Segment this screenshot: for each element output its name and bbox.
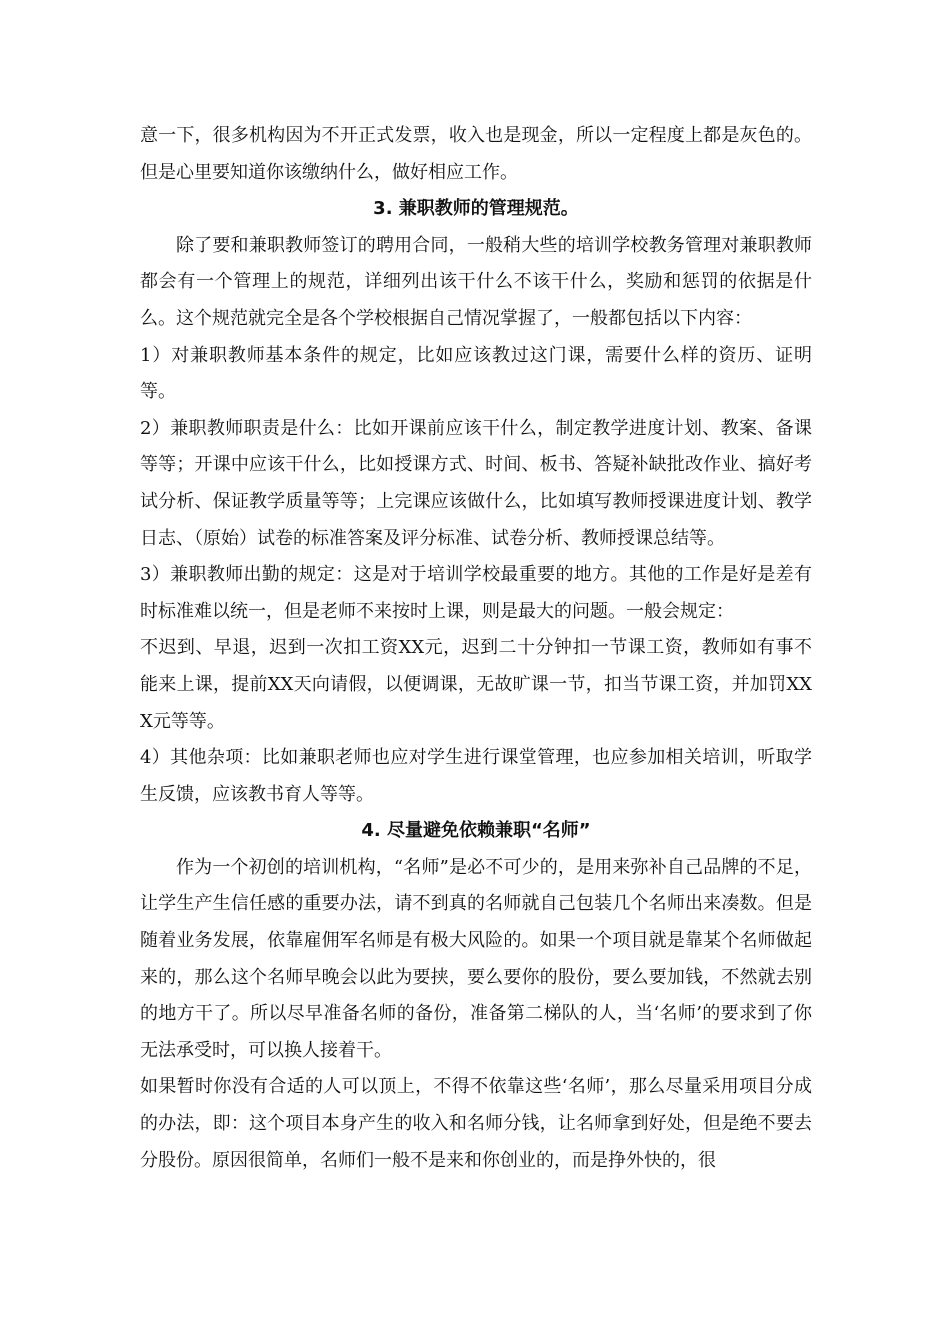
section-heading-4: 4. 尽量避免依赖兼职“名师”: [361, 820, 591, 842]
section-heading-3: 3. 兼职教师的管理规范。: [373, 198, 579, 220]
list-item-4: 4）其他杂项：比如兼职老师也应对学生进行课堂管理，也应参加相关培训，听取学生反馈，应该教书育人等等。: [140, 747, 812, 805]
paragraph-famous-teacher: 作为一个初创的培训机构，“名师”是必不可少的，是用来弥补自己品牌的不足，让学生产生信任感的重要办法，请不到真的名师就自己包装几个名师出来凑数。但是随着业务发展，依靠雇佣军名师是有极大风险的。如果一个项目就是靠某个名师做起来的，那么这个名师早晚会以此为要挟，要么要你的股份，要么要加钱，不然就去别的地方干了。所以尽早准备名师的备份，准备第二梯队的人，当‘名师’的要求到了你无法承受时，可以换人接着干。: [140, 856, 812, 1061]
list-item-3-rules: 不迟到、早退，迟到一次扣工资XX元，迟到二十分钟扣一节课工资，教师如有事不能来上课，提前XX天向请假，以便调课，无故旷课一节，扣当节课工资，并加罚XXX元等等。: [140, 637, 812, 732]
paragraph-profit-sharing: 如果暂时你没有合适的人可以顶上，不得不依靠这些‘名师’，那么尽量采用项目分成的办法，即：这个项目本身产生的收入和名师分钱，让名师拿到好处，但是绝不要去分股份。原因很简单，名师们一般不是来和你创业的，而是挣外快的，很: [140, 1076, 812, 1171]
list-item-1: 1）对兼职教师基本条件的规定，比如应该教过这门课，需要什么样的资历、证明等。: [140, 344, 812, 403]
list-item-2: 2）兼职教师职责是什么：比如开课前应该干什么，制定教学进度计划、教案、备课等等；开课中应该干什么，比如授课方式、时间、板书、答疑补缺批改作业、搞好考试分析、保证教学质量等等；上完课应该做什么，比如填写教师授课进度计划、教学日志、（原始）试卷的标准答案及评分标准、试卷分析、教师授课总结等。: [140, 417, 812, 549]
paragraph-intro: 除了要和兼职教师签订的聘用合同，一般稍大些的培训学校教务管理对兼职教师都会有一个管理上的规范，详细列出该干什么不该干什么，奖励和惩罚的依据是什么。这个规范就完全是各个学校根据自己情况掌握了，一般都包括以下内容：: [140, 234, 812, 329]
list-item-3: 3）兼职教师出勤的规定：这是对于培训学校最重要的地方。其他的工作是好是差有时标准难以统一，但是老师不来按时上课，则是最大的问题。一般会规定：: [140, 564, 812, 622]
document-page: [140, 118, 812, 1179]
paragraph-continuation: 意一下，很多机构因为不开正式发票，收入也是现金，所以一定程度上都是灰色的。但是心里要知道你该缴纳什么，做好相应工作。: [140, 125, 812, 183]
